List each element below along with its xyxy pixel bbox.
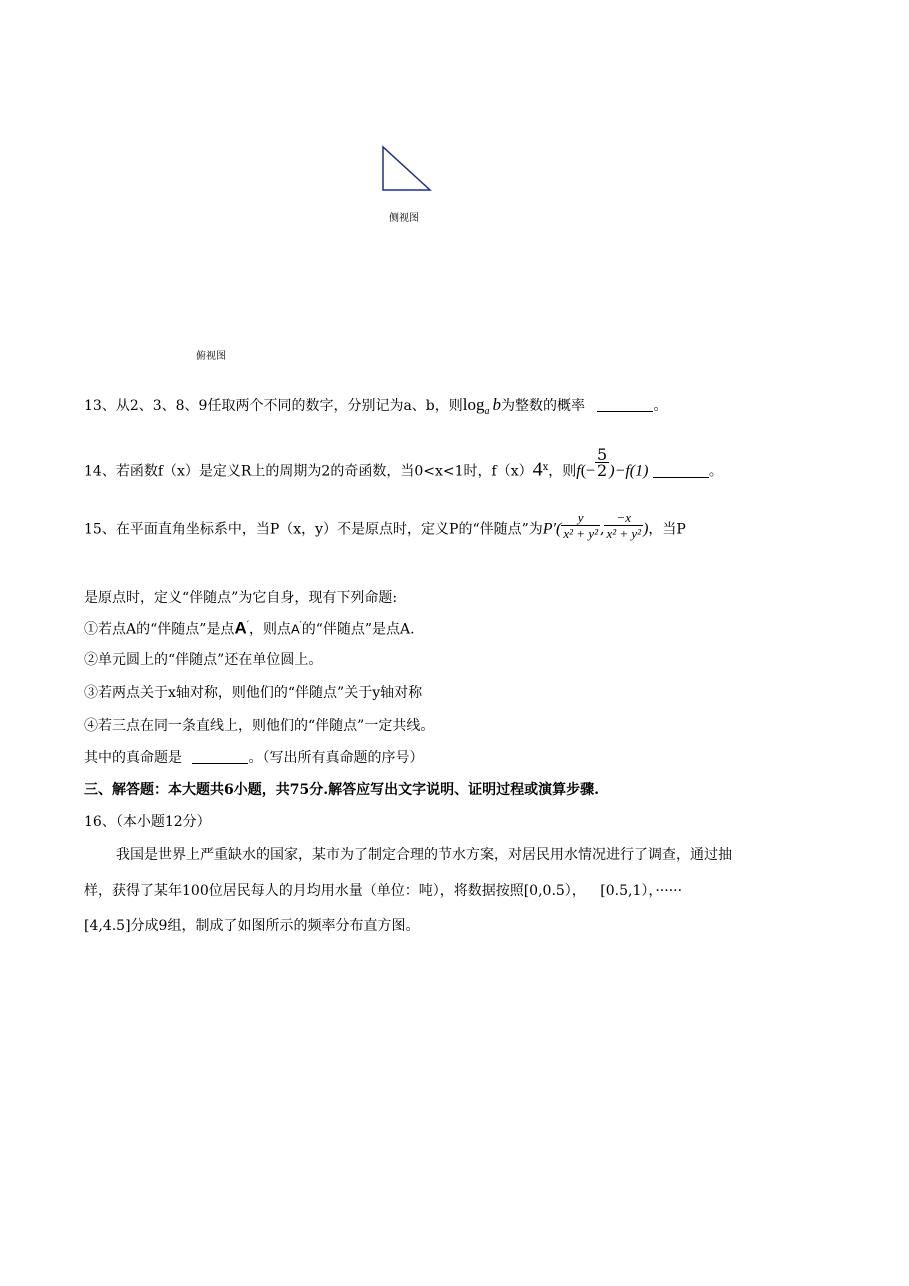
- question-16-para-3: [4,4.5]分成9组，制成了如图所示的频率分布直方图。: [84, 918, 420, 934]
- log-symbol: log: [462, 395, 485, 414]
- question-16-para-2: 样，获得了某年100位居民每人的月均用水量（单位：吨），将数据按照[0,0.5）， [0.5,1），······: [84, 883, 683, 899]
- top-view-label: 俯视图: [196, 351, 226, 362]
- fraction-1: $\frac{y}{\text{x² + y²}}$: [563, 510, 598, 541]
- question-16-title: 16、（本小题12分）: [84, 814, 211, 830]
- question-15: 15、在平面直角坐标系中，当P（x，y）不是原点时，定义P的“伴随点”为P′( $\frac{y}{\text{x² + y²}}$ , $\frac{-x}{\text{x² + y²}}$ )，当P: [84, 510, 686, 541]
- answer-blank-15[interactable]: [192, 751, 248, 764]
- triangle-shape: [383, 147, 430, 190]
- fraction-2: $\frac{-x}{\text{x² + y²}}$: [606, 510, 642, 541]
- q15-item-2: ②单元圆上的“伴随点”还在单位圆上。: [84, 652, 323, 668]
- q15-item-1: ①若点A的“伴随点”是点A′，则点A′的“伴随点”是点A.: [84, 618, 415, 638]
- answer-blank-13[interactable]: [597, 399, 653, 412]
- fraction-five-halves: $\frac{5}{2}$: [597, 445, 608, 481]
- q15-answer-line: 其中的真命题是 。（写出所有真命题的序号）: [84, 750, 424, 766]
- side-view-triangle: [380, 144, 434, 194]
- q15-item-3: ③若两点关于x轴对称，则他们的“伴随点”关于y轴对称: [84, 685, 423, 701]
- section-3-heading: 三、解答题：本大题共6小题，共75分.解答应写出文字说明、证明过程或演算步骤.: [84, 782, 599, 798]
- question-14: 14、若函数f（x）是定义R上的周期为2的奇函数，当0<x<1时，f（x）4$^x$，则f(− $\frac{5}{2}$ )−f(1) 。: [84, 445, 723, 481]
- side-view-label: 侧视图: [389, 213, 419, 224]
- answer-blank-14[interactable]: [653, 465, 709, 478]
- question-13: 13、从2、3、8、9任取两个不同的数字，分别记为a、b，则$\log_a b$为整数的概率 。: [84, 395, 668, 417]
- question-16-para-1: 我国是世界上严重缺水的国家，某市为了制定合理的节水方案，对居民用水情况进行了调查，通过抽: [116, 847, 732, 863]
- q15-item-4: ④若三点在同一条直线上，则他们的“伴随点”一定共线。: [84, 718, 435, 734]
- q15-line2: 是原点时，定义“伴随点”为它自身，现有下列命题:: [84, 590, 398, 606]
